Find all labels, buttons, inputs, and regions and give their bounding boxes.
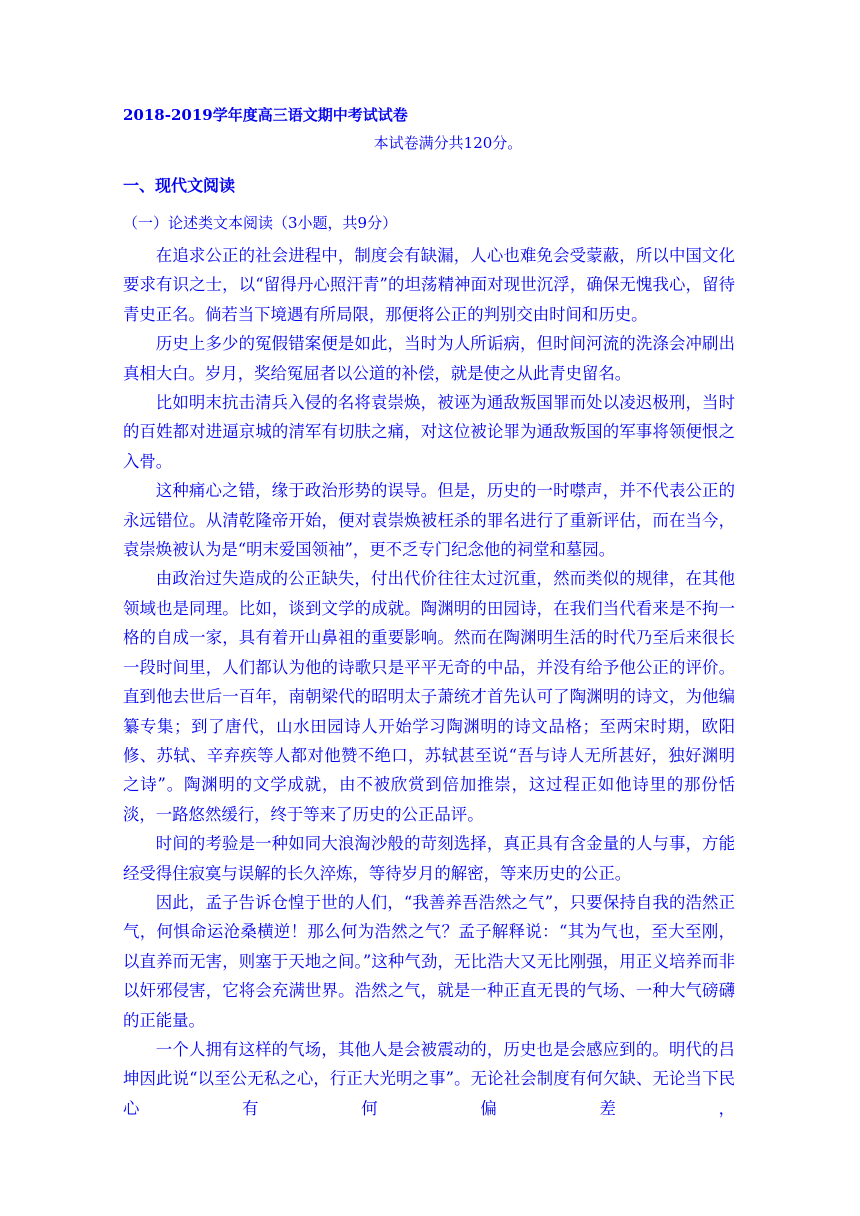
section-heading: 一、现代文阅读 — [123, 176, 236, 195]
paragraph: 时间的考验是一种如同大浪淘沙般的苛刻选择，真正具有含金量的人与事，方能经受得住寂寞与误解的长久淬炼，等待岁月的解密，等来历史的公正。 — [123, 834, 735, 883]
paragraph: 比如明末抗击清兵入侵的名将袁崇焕，被诬为通敌叛国罪而处以凌迟极刑，当时的百姓都对进逼京城的清军有切肤之痛，对这位被论罪为通敌叛国的军事将领便恨之入骨。 — [123, 393, 735, 471]
paragraph: 一个人拥有这样的气场，其他人是会被震动的，历史也是会感应到的。明代的吕坤因此说“以至公无私之心，行正大光明之事”。无论社会制度有何欠缺、无论当下民心有何偏差， — [123, 1039, 735, 1118]
paragraph: 由政治过失造成的公正缺失，付出代价往往太过沉重，然而类似的规律，在其他领域也是同理。比如，谈到文学的成就。陶渊明的田园诗，在我们当代看来是不拘一格的自成一家，具有着开山鼻祖的重要影响。然而在陶渊明生活的时代乃至后来很长一段时间里，人们都认为他的诗歌只是平平无奇的中品，并没有给予他公正的评价。直到他去世后一百年，南朝梁代的昭明太子萧统才首先认可了陶渊明的诗文，为他编纂专集；到了唐代，山水田园诗人开始学习陶渊明的诗文品格；至两宋时期，欧阳修、苏轼、辛弃疾等人都对他赞不绝口，苏轼甚至说“吾与诗人无所甚好，独好渊明之诗”。陶渊明的文学成就，由不被欣赏到倍加推崇，这过程正如他诗里的那份恬淡，一路悠然缓行，终于等来了历史的公正品评。 — [123, 569, 735, 824]
exam-title: 2018-2019学年度高三语文期中考试试卷 — [123, 106, 408, 124]
exam-subtitle: 本试卷满分共120分。 — [373, 134, 523, 152]
article-body — [123, 241, 735, 1123]
paragraph: 在追求公正的社会进程中，制度会有缺漏，人心也难免会受蒙蔽，所以中国文化要求有识之士，以“留得丹心照汗青”的坦荡精神面对现世沉浮，确保无愧我心，留待青史正名。倘若当下境遇有所局限，那便将公正的判别交由时间和历史。 — [123, 246, 735, 324]
paragraph: 因此，孟子告诉仓惶于世的人们，“我善养吾浩然之气”，只要保持自我的浩然正气，何惧命运沧桑横逆！那么何为浩然之气？孟子解释说：“其为气也，至大至刚，以直养而无害，则塞于天地之间。”这种气劲，无比浩大又无比刚强，用正义培养而非以奸邪侵害，它将会充满世界。浩然之气，就是一种正直无畏的气场、一种大气磅礴的正能量。 — [123, 892, 735, 1030]
paragraph: 历史上多少的冤假错案便是如此，当时为人所诟病，但时间河流的洗涤会冲刷出真相大白。岁月，奖给冤屈者以公道的补偿，就是使之从此青史留名。 — [123, 334, 735, 383]
subsection-heading: （一）论述类文本阅读（3小题，共9分） — [123, 214, 398, 232]
paragraph: 这种痛心之错，缘于政治形势的误导。但是，历史的一时噤声，并不代表公正的永远错位。从清乾隆帝开始，便对袁崇焕被枉杀的罪名进行了重新评估，而在当今，袁崇焕被认为是“明末爱国领袖”，更不乏专门纪念他的祠堂和墓园。 — [123, 481, 735, 560]
